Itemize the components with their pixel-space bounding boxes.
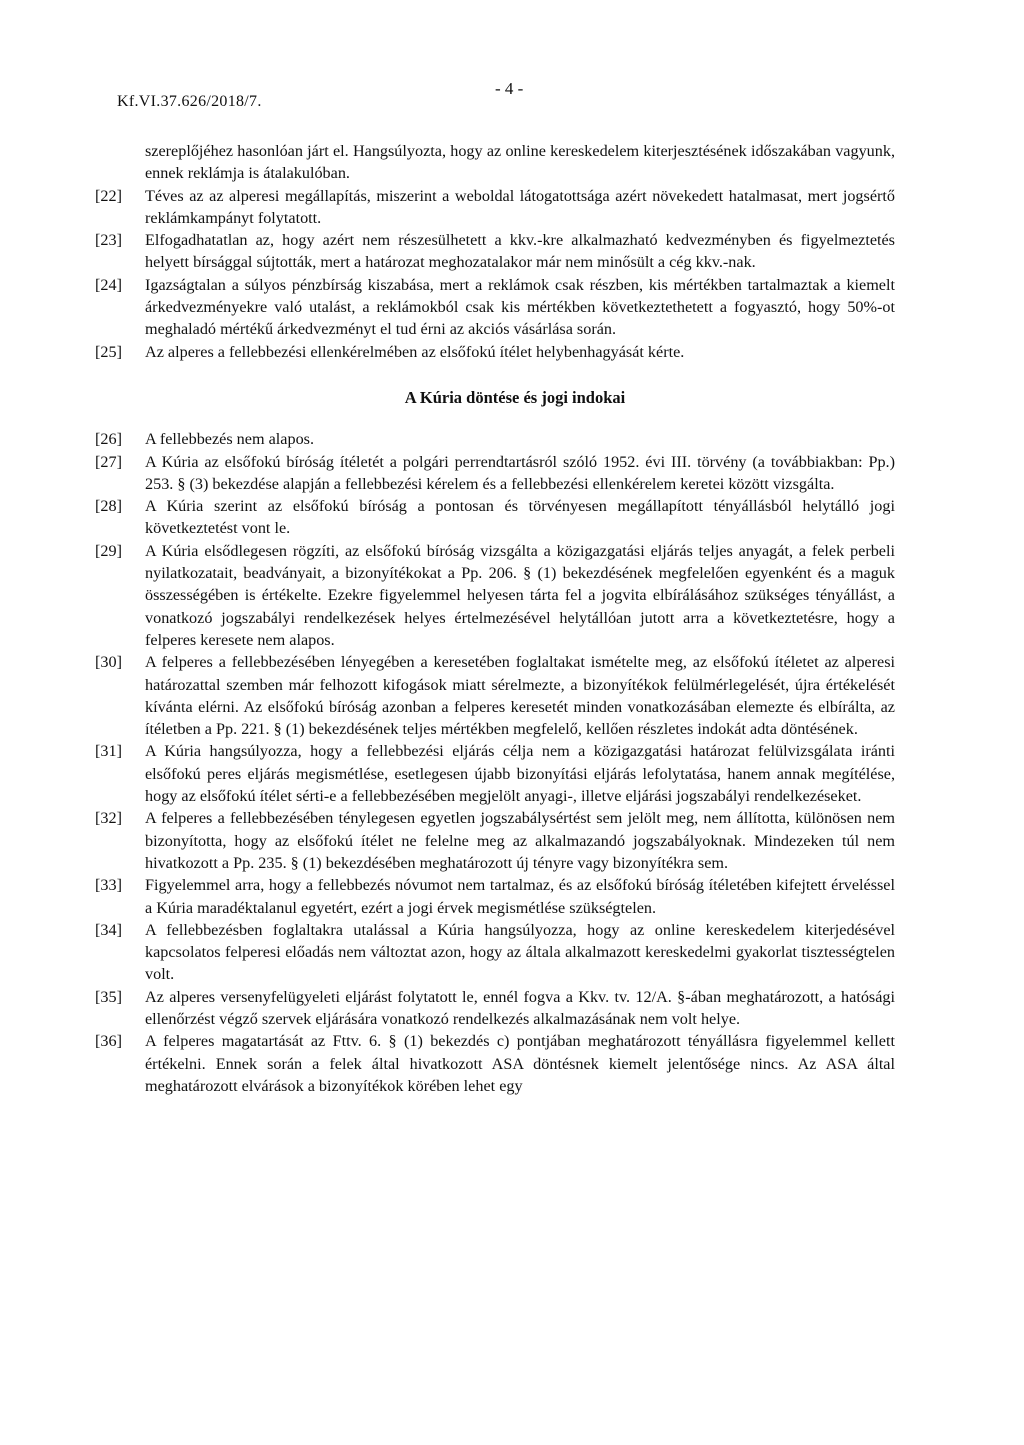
paragraph-text: A fellebbezésben foglaltakra utalással a Kúria hangsúlyozza, hogy az online kereskedelem kiterjedésével kapcsolatos felperesi előadás nem változtat azon, hogy az általa alkalmazott kereskedelmi gyakorlat tisztességtelen volt. — [145, 920, 895, 984]
paragraph-text: Figyelemmel arra, hogy a fellebbezés nóvumot nem tartalmaz, és az elsőfokú bíróság ítéletében kifejtett érveléssel a Kúria maradéktalanul egyetért, ezért a jogi érvek megismétlése szükségtelen. — [145, 876, 895, 917]
paragraph-number: [30] — [95, 653, 122, 672]
intro-paragraph — [95, 140, 895, 185]
section-heading: A Kúria döntése és jogi indokai — [404, 387, 626, 407]
paragraph-number: [32] — [95, 809, 122, 828]
numbered-paragraph — [95, 185, 895, 230]
paragraph-text: A Kúria elsődlegesen rögzíti, az elsőfokú bíróság vizsgálta a közigazgatási eljárás teljes anyagát, a felek perbeli nyilatkozatait, beadványait, a bizonyítékokat a Pp. 206. § (1) bekezdésének megfelelően egyenként és a maguk összességében is értékelte. Ezekre figyelemmel helyesen tárta fel a jogvita elbírálásához szükséges tényállást, a vonatkozó jogszabályi rendelkezések helyes értelmezésével helytállóan jutott arra a következtetésre, hogy a felperes keresete nem alapos. — [145, 541, 895, 649]
paragraph-number: [22] — [95, 186, 122, 205]
numbered-paragraph — [95, 874, 895, 919]
numbered-paragraph — [95, 428, 895, 450]
page-header — [117, 79, 907, 117]
page-number: - 4 - — [495, 79, 524, 98]
paragraph-text: Az alperes versenyfelügyeleti eljárást folytatott le, ennél fogva a Kkv. tv. 12/A. §-ában meghatározott, a hatósági ellenőrzést végző szervek eljárására vonatkozó rendelkezés alkalmazásának nem volt helye. — [145, 987, 895, 1028]
paragraph-number: [25] — [95, 342, 122, 361]
numbered-paragraph — [95, 807, 895, 874]
paragraph-text: Téves az az alperesi megállapítás, miszerint a weboldal látogatottsága azért növekedett hatalmasat, mert jogsértő reklámkampányt folytatott. — [145, 186, 895, 227]
numbered-paragraph — [95, 986, 895, 1031]
document-body — [95, 140, 895, 1097]
paragraph-text: Elfogadhatatlan az, hogy azért nem részesülhetett a kkv.-kre alkalmazható kedvezményben és figyelmeztetés helyett bírsággal sújtották, mert a határozat meghozatalakor már nem minősült a cég kkv.-nak. — [145, 231, 895, 272]
paragraph-text: szereplőjéhez hasonlóan járt el. Hangsúlyozta, hogy az online kereskedelem kiterjesztésének időszakában vagyunk, ennek reklámja is átalakulóban. — [145, 142, 895, 183]
numbered-paragraph — [95, 651, 895, 740]
numbered-paragraph — [95, 495, 895, 540]
paragraph-number: [34] — [95, 920, 122, 939]
paragraph-number: [35] — [95, 987, 122, 1006]
paragraph-number: [27] — [95, 452, 122, 471]
paragraph-text: Igazságtalan a súlyos pénzbírság kiszabása, mert a reklámok csak részben, kis mértékben tartalmaztak a kiemelt árkedvezményekre való utalást, a reklámokból csak kis mértékben következtethetett a fogyasztó, hogy 50%-ot meghaladó mértékű árkedvezményt el tud érni az akciós vásárlása során. — [145, 275, 895, 339]
paragraph-group-arguments — [95, 185, 895, 363]
paragraph-text: A Kúria hangsúlyozza, hogy a fellebbezési eljárás célja nem a közigazgatási határozat felülvizsgálata iránti elsőfokú peres eljárás megismétlése, esetlegesen újabb bizonyítási eljárás lefolytatása, hanem annak megítélése, hogy az elsőfokú ítélet sérti-e a fellebbezésében megjelölt anyagi-, illetve eljárási jogszabályi rendelkezéseket. — [145, 742, 895, 806]
numbered-paragraph — [95, 919, 895, 986]
paragraph-number: [29] — [95, 541, 122, 560]
paragraph-text: A Kúria szerint az elsőfokú bíróság a pontosan és törvényesen megállapított tényállásból helytálló jogi következtetést vont le. — [145, 497, 895, 538]
paragraph-number: [26] — [95, 430, 122, 449]
paragraph-number: [23] — [95, 231, 122, 250]
numbered-paragraph — [95, 740, 895, 807]
paragraph-number: [36] — [95, 1032, 122, 1051]
paragraph-text: A Kúria az elsőfokú bíróság ítéletét a polgári perrendtartásról szóló 1952. évi III. törvény (a továbbiakban: Pp.) 253. § (3) bekezdése alapján a fellebbezési kérelem és a fellebbezési ellenkérelem keretei között vizsgálta. — [145, 452, 895, 493]
paragraph-text: A felperes magatartását az Fttv. 6. § (1) bekezdés c) pontjában meghatározott tényállásra figyelemmel kellett értékelni. Ennek során a felek által hivatkozott ASA döntésnek kiemelt jelentősége nincs. Az ASA által meghatározott elvárások a bizonyítékok körében lehet egy — [145, 1032, 895, 1095]
paragraph-number: [33] — [95, 876, 122, 895]
paragraph-text: Az alperes a fellebbezési ellenkérelmében az elsőfokú ítélet helybenhagyását kérte. — [145, 342, 685, 361]
numbered-paragraph — [95, 540, 895, 651]
numbered-paragraph — [95, 274, 895, 341]
numbered-paragraph — [95, 341, 895, 363]
numbered-paragraph — [95, 1030, 895, 1097]
case-number: Kf.VI.37.626/2018/7. — [117, 93, 262, 110]
paragraph-group-decision — [95, 428, 895, 1097]
numbered-paragraph — [95, 451, 895, 496]
paragraph-number: [31] — [95, 742, 122, 761]
numbered-paragraph — [95, 229, 895, 274]
paragraph-text: A felperes a fellebbezésében ténylegesen egyetlen jogszabálysértést sem jelölt meg, nem állította, különösen nem bizonyította, hogy az elsőfokú ítélet ne felelne meg az alkalmazandó jogszabályoknak. Mindezeken túl nem hivatkozott a Pp. 235. § (1) bekezdésében meghatározott új tényre vagy bizonyítékra sem. — [145, 809, 895, 872]
paragraph-text: A felperes a fellebbezésében lényegében a keresetében foglaltakat ismételte meg, az elsőfokú ítéletet az alperesi határozattal szemben már felhozott kifogások miatt sérelmezte, a bizonyítékok felülmérlegelését, újra értékelését kívánta elérni. Az elsőfokú bíróság azonban a felperes keresetét minden vonatkozásában elemezte és elbírálta, az ítéletben a Pp. 221. § (1) bekezdésének teljes mértékben megfelelő, kellően részletes indokát adta döntésének. — [145, 653, 895, 739]
paragraph-number: [28] — [95, 497, 122, 516]
paragraph-text: A fellebbezés nem alapos. — [145, 430, 315, 449]
paragraph-number: [24] — [95, 275, 122, 294]
